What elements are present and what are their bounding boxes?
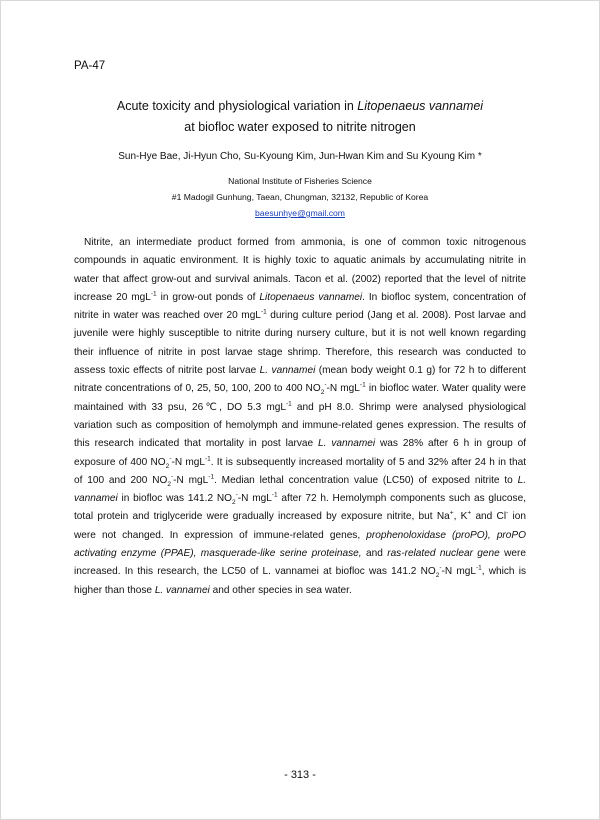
abstract-code: PA-47 — [74, 60, 106, 72]
abstract-body: Nitrite, an intermediate product formed from ammonia, is one of common toxic nitrogenous compounds in aquatic environment. It is highly toxic to aquatic animals by accumulating nitrite in water that affect grow-out and survival animals. Tacon et al. (2002) reported that the level of nitrite increase 20 mgL$^{-1}$ in grow-out ponds of Litopenaeus vannamei. In biofloc system, concentration of nitrite in water was reached over 20 mgL$^{-1}$ during culture period (Jang et al. 2008). Post larvae and juvenile were highly susceptible to nitrite during nursery culture, but it is not well known regarding their influence of nitrite in post larvae stage shrimp. Therefore, this research was conducted to assess toxic effects of nitrite post larvae L. vannamei (mean body weight 0.1 g) for 72 h to different nitrate concentrations of 0, 25, 50, 100, 200 to 400 $NO_2^--N$ mgL$^{-1}$ in biofloc water. Water quality were maintained with 33 psu, 26℃, DO 5.3 mgL$^{-1}$ and pH 8.0. Shrimp were analysed physiological variation such as composition of hemolymph and immune-related genes expression. The results of this research indicated that mortality in post larvae L. vannamei was 28% after 6 h in group of exposure of 400 $NO_2^--N$ mgL$^{-1}$. It is subsequently increased mortality of 5 and 32% after 24 h in that of 100 and 200 $NO_2^--N$ mgL$^{-1}$. Median lethal concentration value (LC50) of exposed nitrite to L. vannamei in biofloc was 141.2 $NO_2^--N$ mgL$^{-1}$ after 72 h. Hemolymph components such as glucose, total protein and triglyceride were gradually increased by exposure nitrite, but Na+, K+ and Cl- ion were not changed. In expression of immune-related genes, prophenoloxidase (proPO), proPO activating enzyme (PPAE), masquerade-like serine proteinase, and ras-related nuclear gene were increased. In this research, the LC50 of L. vannamei at biofloc was 141.2 $NO_2^--N$ mgL$^{-1}$, which is higher than those L. vannamei and other species in sea water. — [74, 237, 527, 596]
address: #1 Madogil Gunhung, Taean, Chungman, 32132, Republic of Korea — [171, 192, 429, 202]
author-list: Sun-Hye Bae, Ji-Hyun Cho, Su-Kyoung Kim, Jun-Hwan Kim and Su Kyoung Kim * — [118, 151, 482, 162]
title-species: Litopenaeus vannamei — [357, 99, 484, 113]
title-line2: at biofloc water exposed to nitrite nitrogen — [184, 120, 416, 134]
title-line1-prefix: Acute toxicity and physiological variation in — [116, 99, 358, 113]
email-link[interactable]: baesunhye@gmail.com — [255, 208, 345, 218]
paper-title — [70, 96, 530, 138]
institute: National Institute of Fisheries Science — [228, 176, 372, 186]
affiliation — [70, 173, 530, 221]
page-number: - 313 - — [284, 769, 316, 781]
